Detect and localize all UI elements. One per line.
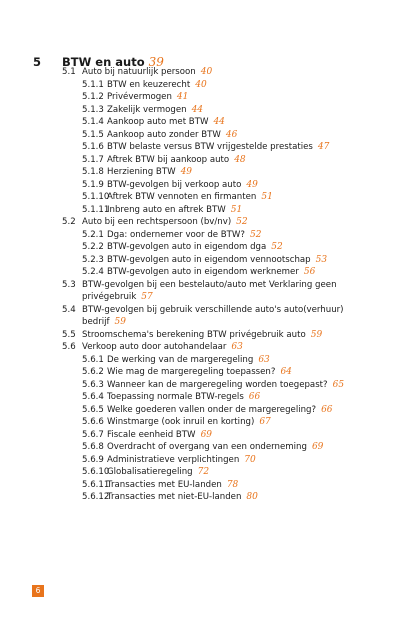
toc-entry-title-text: Wanneer kan de margeregeling worden toegepast? [107,379,328,390]
toc-entry-number: 5.2.4 [82,267,104,277]
toc-entry-title [82,291,153,304]
toc-entry-title-text: Transacties met EU-landen [107,479,222,490]
toc-entry-title [107,441,323,454]
toc-entry-title [107,229,261,242]
toc-entry-number: 5.1.7 [82,154,104,165]
toc-entry-title [107,179,258,192]
toc-entry-title [107,366,292,379]
toc-entry-number: 5.1.2 [82,92,104,102]
toc-entry-page: 40 [195,79,207,90]
toc-entry-number: 5.1.5 [82,129,104,140]
chapter-page-number: 39 [148,55,164,69]
toc-entry-title [82,341,243,354]
toc-entry-page: 80 [246,492,258,502]
toc-entry[interactable] [0,254,416,267]
toc-entry-page: 66 [248,392,261,402]
toc-entry-number: 5.2.1 [82,229,104,240]
toc-entry-title [107,416,271,429]
toc-entry-number: 5.1.9 [82,179,104,190]
toc-entry-title [107,254,327,267]
toc-entry-number: 5.1.11 [82,204,110,215]
toc-entry-page: 47 [317,142,330,152]
toc-entry-title-text: Privévermogen [107,92,172,102]
toc-entry-number: 5.1.1 [82,79,104,90]
toc-entry-page: 52 [236,217,248,227]
toc-entry-page: 40 [200,67,213,77]
toc-entry[interactable] [0,354,416,367]
toc-entry[interactable] [0,404,416,417]
toc-entry-title [107,429,212,442]
toc-entry-page: 41 [176,92,189,102]
toc-entry-page: 72 [197,467,210,477]
toc-entry[interactable] [0,329,416,342]
toc-entry-title-text: Welke goederen vallen onder de margeregeling? [107,404,317,415]
page-number-badge: 6 [32,585,44,597]
toc-entry-number: 5.6.2 [82,367,104,377]
toc-entry-title [107,141,329,154]
toc-entry-title [107,354,270,367]
toc-entry-number: 5.4 [62,304,76,315]
toc-entry-title-text: Overdracht of overgang van een onderneming [107,442,307,452]
toc-entry-page: 49 [246,179,258,190]
toc-entry-page: 69 [311,442,324,452]
toc-entry-title [107,166,192,179]
toc-entry[interactable] [0,429,416,442]
toc-entry-number: 5.6.9 [82,454,104,465]
toc-entry-title-text: Toepassing normale BTW-regels [107,392,244,402]
toc-entry-title [82,279,337,292]
toc-entry-page: 44 [213,117,225,127]
toc-entry[interactable] [0,304,416,317]
toc-entry-page: 51 [230,204,243,215]
toc-entry-page: 51 [261,192,273,202]
toc-entry-page: 46 [225,129,238,140]
toc-entry[interactable] [0,154,416,167]
toc-entry-title [82,216,248,229]
toc-entry-page: 70 [244,454,256,465]
toc-entry-title [107,204,242,217]
toc-entry-title-text: BTW-gevolgen auto in eigendom vennootschap [107,254,311,265]
toc-entry-page: 57 [141,292,153,302]
toc-entry[interactable] [0,379,416,392]
toc-entry-number: 5.6.12 [82,492,110,502]
toc-entry-title-text: Administratieve verplichtingen [107,454,240,465]
toc-entry[interactable] [0,179,416,192]
toc-entry-title-text: Globalisatieregeling [107,467,193,477]
toc-entry-page: 44 [191,104,204,115]
toc-entry[interactable] [0,266,416,279]
toc-entry-title [107,466,209,479]
toc-entry[interactable] [0,229,416,242]
toc-entry[interactable] [0,191,416,204]
toc-entry[interactable] [0,454,416,467]
toc-entry[interactable] [0,216,416,229]
toc-entry-title [107,116,225,129]
toc-entry-title-text: BTW en keuzerecht [107,79,191,90]
toc-entry-title-text: Verkoop auto door autohandelaar [82,342,227,352]
toc-entry[interactable] [0,416,416,429]
toc-entry-number: 5.2 [62,217,76,227]
toc-entry-number: 5.6.8 [82,442,104,452]
toc-entry-number: 5.1 [62,67,76,77]
toc-entry-title-text: Fiscale eenheid BTW [107,429,196,440]
toc-entry-title-text: Dga: ondernemer voor de BTW? [107,229,245,240]
toc-entry-page: 59 [114,317,126,327]
toc-entry-page: 49 [180,167,193,177]
toc-entry-title-text: Aftrek BTW bij aankoop auto [107,154,230,165]
toc-entry-title [107,479,238,492]
toc-entry-page: 52 [271,242,283,252]
toc-entry-title-text: BTW-gevolgen bij gebruik verschillende auto's auto(verhuur) [82,304,344,315]
toc-entry[interactable] [0,341,416,354]
toc-entry-title-text: Stroomschema's berekening BTW privégebruik auto [82,329,306,340]
toc-entry[interactable] [0,91,416,104]
toc-entry-title [107,91,188,104]
toc-entry-title-text: Transacties met niet-EU-landen [107,492,242,502]
toc-entry-number: 5.3 [62,279,76,290]
toc-entry-title [82,304,344,317]
toc-entry-title [107,266,315,279]
toc-entry-number: 5.5 [62,329,76,340]
toc-entry-title [107,454,256,467]
toc-entry[interactable] [0,291,416,304]
toc-entry[interactable] [0,241,416,254]
toc-entry[interactable] [0,491,416,504]
toc-entry-number: 5.6.4 [82,392,104,402]
toc-entry-page: 53 [315,254,328,265]
toc-entry-title [107,491,258,504]
toc-entry-page: 56 [303,267,316,277]
toc-entry-title-text: De werking van de margeregeling [107,354,254,365]
toc-entry-title-text: Winstmarge (ook inruil en korting) [107,417,255,427]
toc-entry-number: 5.6.11 [82,479,110,490]
toc-entry-number: 5.6 [62,342,76,352]
toc-entry-title-text: BTW-gevolgen auto in eigendom werknemer [107,267,299,277]
toc-entry[interactable] [0,104,416,117]
toc-entry[interactable] [0,466,416,479]
toc-entry-title [82,66,212,79]
toc-entry-page: 63 [258,354,270,365]
toc-entry[interactable] [0,279,416,292]
toc-entry-title-text: BTW belaste versus BTW vrijgestelde prestaties [107,142,313,152]
toc-entry-number: 5.6.1 [82,354,104,365]
toc-entry-page: 67 [259,417,271,427]
toc-entry-title-text: Inbreng auto en aftrek BTW [107,204,226,215]
toc-entry-page: 64 [280,367,292,377]
toc-entry-number: 5.6.6 [82,417,104,427]
chapter-title: BTW en auto [62,55,145,69]
toc-entry-title-text: Aankoop auto zonder BTW [107,129,221,140]
toc-entry-number: 5.6.3 [82,379,104,390]
toc-entry-number: 5.2.3 [82,254,104,265]
toc-entry-page: 69 [200,429,213,440]
toc-entry-page: 66 [321,404,333,415]
toc-entry-title-text: Wie mag de margeregeling toepassen? [107,367,276,377]
toc-entry-number: 5.2.2 [82,242,104,252]
toc-entry[interactable] [0,316,416,329]
toc-entry-number: 5.1.4 [82,117,104,127]
toc-entry-number: 5.1.10 [82,192,110,202]
toc-entry-number: 5.1.3 [82,104,104,115]
toc-entry[interactable] [0,391,416,404]
toc-entry[interactable] [0,366,416,379]
toc-entry[interactable] [0,479,416,492]
toc-entry-page: 65 [332,379,345,390]
toc-entry-title [107,154,246,167]
toc-entry-title [107,379,344,392]
toc-entry[interactable] [0,79,416,92]
toc-entry-title-text: Aankoop auto met BTW [107,117,209,127]
toc-entry-title-text: BTW-gevolgen bij verkoop auto [107,179,242,190]
toc-entry-title-text: Auto bij natuurlijk persoon [82,67,196,77]
toc-entry[interactable] [0,66,416,79]
toc-entry-page: 78 [226,479,239,490]
toc-entry-title [107,241,283,254]
toc-entry[interactable] [0,166,416,179]
toc-entry-title [107,404,333,417]
toc-entry[interactable] [0,129,416,142]
toc-entry-title-text: Herziening BTW [107,167,176,177]
toc-entry-title-text: bedrijf [82,317,110,327]
toc-entry-title-text: BTW-gevolgen auto in eigendom dga [107,242,267,252]
toc-entry-title-text: BTW-gevolgen bij een bestelauto/auto met Verklaring geen [82,279,337,290]
toc-entry-number: 5.1.6 [82,142,104,152]
toc-entry-title-text: Zakelijk vermogen [107,104,187,115]
toc-entry-title [107,104,203,117]
toc-entry-title [107,391,260,404]
toc-entry-page: 48 [234,154,246,165]
toc-entry-title [107,129,237,142]
toc-entry-title [82,329,322,342]
toc-entry-number: 5.6.5 [82,404,104,415]
table-of-contents [0,66,416,504]
toc-entry[interactable] [0,116,416,129]
toc-entry[interactable] [0,141,416,154]
toc-entry-number: 5.1.8 [82,167,104,177]
toc-entry-number: 5.6.10 [82,467,110,477]
chapter-number: 5 [33,55,42,69]
toc-entry-title [107,191,273,204]
toc-entry-number: 5.6.7 [82,429,104,440]
toc-entry[interactable] [0,441,416,454]
toc-entry-title-text: Auto bij een rechtspersoon (bv/nv) [82,217,232,227]
toc-entry-page: 59 [310,329,323,340]
toc-entry-title [82,316,126,329]
toc-entry-title-text: Aftrek BTW vennoten en firmanten [107,192,257,202]
toc-entry[interactable] [0,204,416,217]
toc-entry-title-text: privégebruik [82,292,137,302]
toc-entry-title [107,79,207,92]
toc-entry-page: 63 [231,342,243,352]
toc-entry-page: 52 [250,229,262,240]
